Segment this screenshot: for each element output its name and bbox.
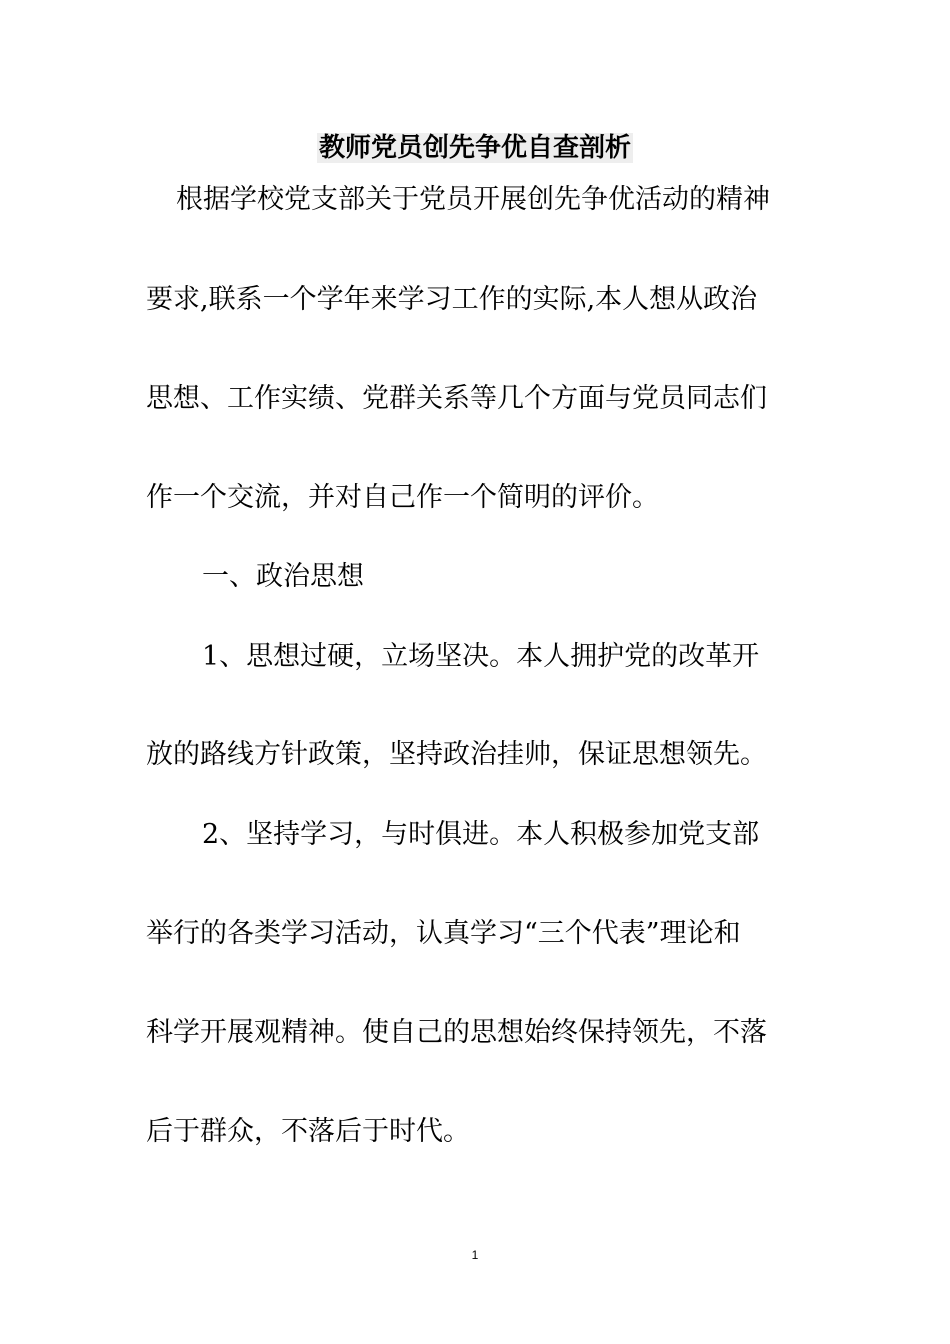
paragraph-line: 1、思想过硬，立场坚决。本人拥护党的改革开 (202, 641, 760, 672)
paragraph-line: 举行的各类学习活动，认真学习“三个代表”理论和 (146, 918, 741, 949)
section-heading: 一、政治思想 (202, 561, 364, 592)
paragraph-line: 放的路线方针政策，坚持政治挂帅，保证思想领先。 (146, 739, 767, 770)
paragraph-line: 作一个交流，并对自己作一个简明的评价。 (146, 482, 659, 513)
page-number: 1 (471, 1248, 479, 1262)
paragraph-line: 要求,联系一个学年来学习工作的实际,本人想从政治 (146, 284, 758, 315)
document-title-text: 教师党员创先争优自查剖析 (318, 133, 631, 163)
paragraph-line: 思想、工作实绩、党群关系等几个方面与党员同志们 (146, 383, 767, 414)
paragraph-line: 后于群众，不落后于时代。 (146, 1116, 470, 1147)
document-title (0, 128, 950, 168)
paragraph-line: 科学开展观精神。使自己的思想始终保持领先，不落 (146, 1017, 767, 1048)
paragraph-line: 2、坚持学习，与时俱进。本人积极参加党支部 (202, 819, 760, 850)
paragraph-line: 根据学校党支部关于党员开展创先争优活动的精神 (176, 184, 770, 215)
